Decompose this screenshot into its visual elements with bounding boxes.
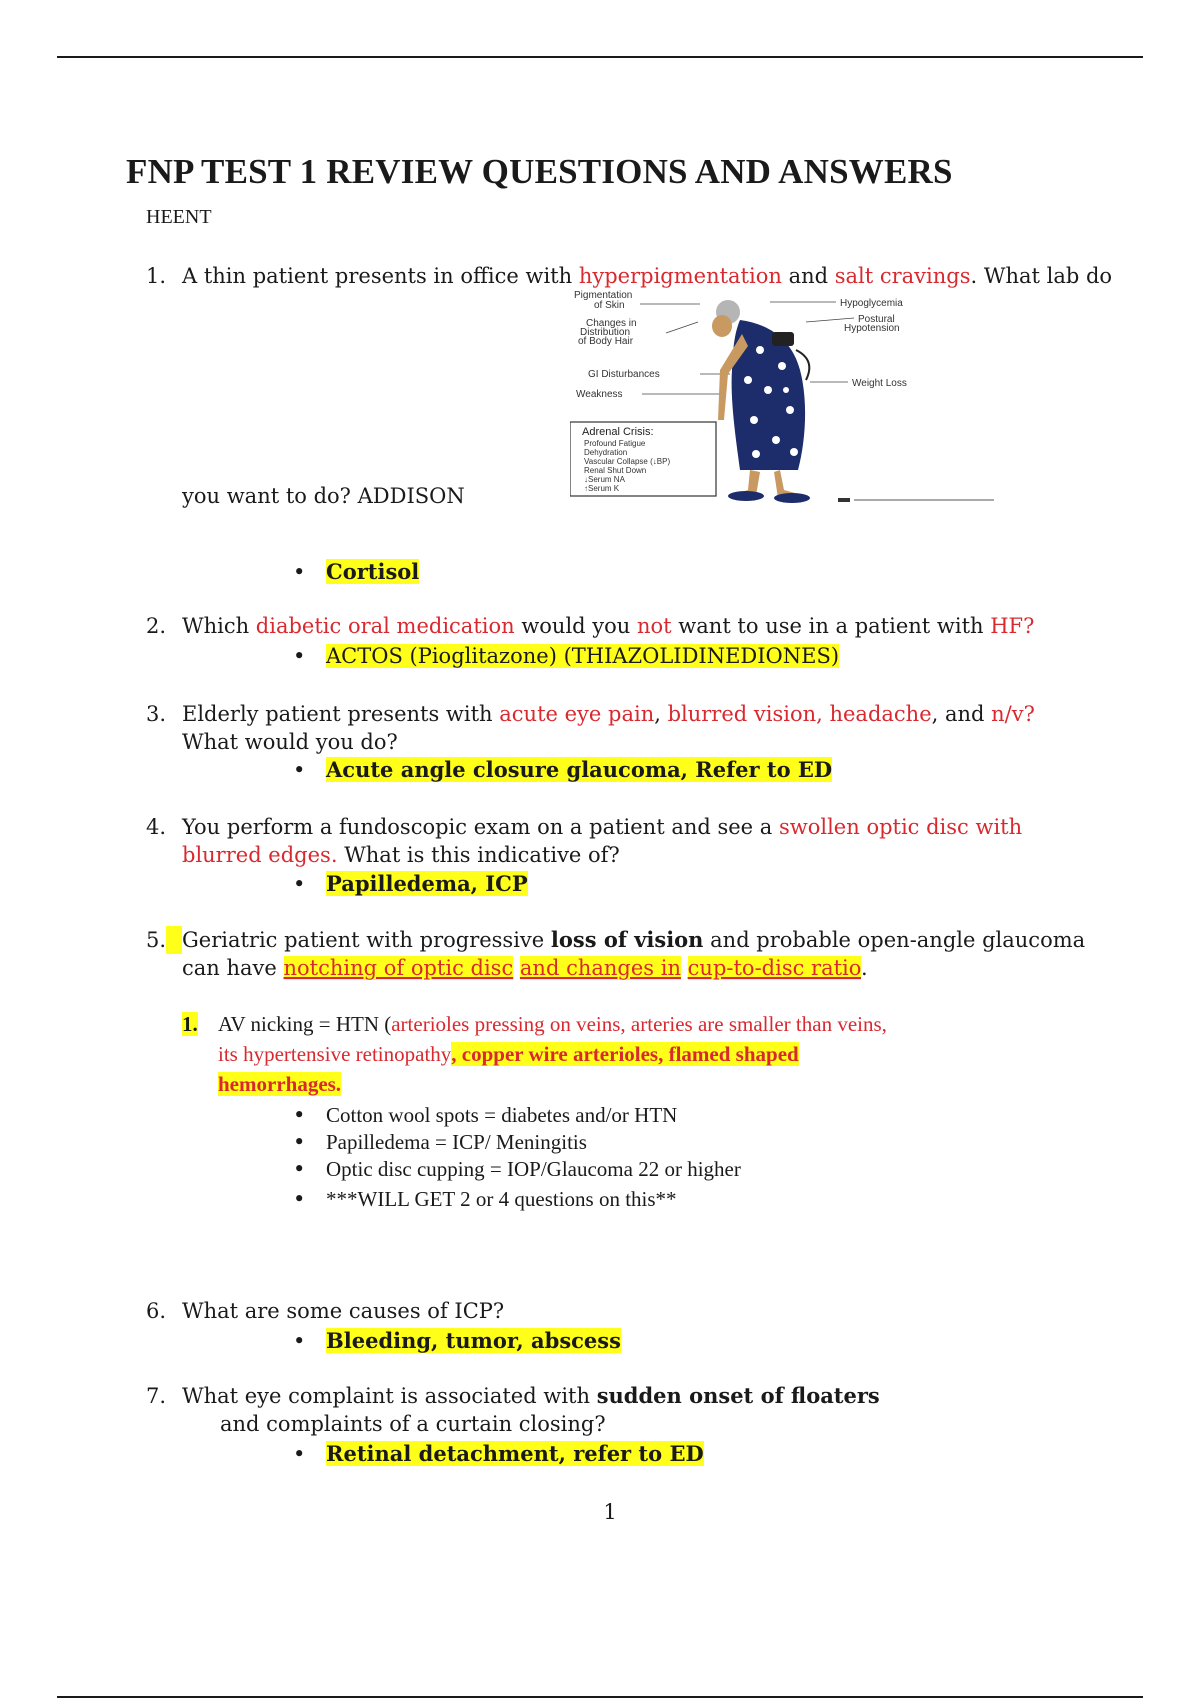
bullet-icon: • bbox=[293, 1442, 306, 1466]
elderly-woman-icon bbox=[712, 300, 810, 503]
q5-underlined-term: cup-to-disc ratio bbox=[687, 956, 862, 980]
sub-bold-red-text: hemorrhages. bbox=[218, 1072, 342, 1096]
answer-6 bbox=[326, 1327, 621, 1355]
fig-label: Hypoglycemia bbox=[840, 298, 903, 309]
question-1-line-1 bbox=[182, 262, 1112, 290]
question-3-line-1 bbox=[182, 700, 1035, 728]
fig-label: Changes in bbox=[586, 318, 637, 329]
sub-text: AV nicking = HTN ( bbox=[218, 1012, 392, 1036]
bullet-icon: • bbox=[293, 1329, 306, 1353]
question-number bbox=[146, 926, 182, 954]
question-number: 2. bbox=[146, 614, 167, 638]
q4-highlight-term: blurred edges. bbox=[182, 843, 338, 867]
bullet-icon: • bbox=[293, 1157, 306, 1181]
q2-text: Which bbox=[182, 614, 256, 638]
answer-3 bbox=[326, 756, 832, 784]
sub-item-number bbox=[182, 1010, 198, 1038]
q5-text: can have bbox=[182, 956, 284, 980]
q4-text: What is this indicative of? bbox=[337, 843, 620, 867]
sub-red-text: its hypertensive retinopathy bbox=[218, 1042, 452, 1066]
answer-4 bbox=[326, 870, 528, 898]
q5-bold-term: loss of vision bbox=[550, 927, 704, 952]
q1-highlight-term: hyperpigmentation bbox=[578, 264, 782, 288]
fig-box-item: Renal Shut Down bbox=[584, 466, 647, 475]
question-number: 7. bbox=[146, 1384, 167, 1408]
question-6: What are some causes of ICP? bbox=[182, 1299, 505, 1323]
document-title: FNP TEST 1 REVIEW QUESTIONS AND ANSWERS bbox=[126, 152, 953, 191]
fig-box-item: Profound Fatigue bbox=[584, 439, 646, 448]
q3-text: , and bbox=[931, 702, 992, 726]
av-nicking-line-1 bbox=[218, 1010, 887, 1038]
question-3-line-2: What would you do? bbox=[182, 730, 398, 754]
question-7-line-2: and complaints of a curtain closing? bbox=[220, 1412, 606, 1436]
q2-text: would you bbox=[514, 614, 638, 638]
q1-text: A thin patient presents in office with bbox=[182, 264, 579, 288]
fig-label: GI Disturbances bbox=[588, 369, 660, 380]
q5-underlined-term: and changes in bbox=[519, 956, 681, 980]
page-number: 1 bbox=[603, 1500, 617, 1524]
fig-label: Hypotension bbox=[844, 323, 900, 334]
answer-7 bbox=[326, 1440, 704, 1468]
answer-text: ACTOS (Pioglitazone) (THIAZOLIDINEDIONES) bbox=[326, 644, 840, 668]
q2-highlight-term: HF? bbox=[990, 614, 1035, 638]
question-7-line-1 bbox=[182, 1382, 880, 1410]
fig-label: Weight Loss bbox=[852, 378, 907, 389]
fig-box-item: Dehydration bbox=[584, 448, 628, 457]
bullet-icon: • bbox=[293, 1187, 306, 1211]
q2-text: want to use in a patient with bbox=[671, 614, 991, 638]
answer-2 bbox=[326, 642, 839, 670]
sub-number-text: 1. bbox=[182, 1012, 198, 1036]
fig-label: Postural bbox=[858, 314, 895, 325]
q5-number-text: 5. bbox=[146, 928, 167, 952]
q5-text: Geriatric patient with progressive bbox=[182, 928, 551, 952]
q7-text: What eye complaint is associated with bbox=[182, 1384, 597, 1408]
question-number: 6. bbox=[146, 1299, 167, 1323]
question-2 bbox=[182, 612, 1034, 640]
fundus-finding-item: Cotton wool spots = diabetes and/or HTN bbox=[326, 1103, 678, 1127]
q4-highlight-term: swollen optic disc with bbox=[778, 815, 1023, 839]
bottom-rule bbox=[57, 1696, 1143, 1698]
fig-label: Distribution bbox=[580, 327, 631, 338]
q5-text: . bbox=[861, 956, 868, 980]
answer-text: Cortisol bbox=[326, 559, 420, 584]
fig-box-item: Vascular Collapse (↓BP) bbox=[584, 457, 671, 466]
q1-highlight-term: salt cravings bbox=[834, 264, 971, 288]
fig-label: Weakness bbox=[576, 389, 623, 400]
top-rule bbox=[57, 56, 1143, 58]
q3-highlight-term: blurred vision, headache bbox=[667, 702, 932, 726]
question-5-line-1 bbox=[182, 926, 1085, 954]
q1-text: . What lab do bbox=[970, 264, 1113, 288]
answer-text: Papilledema, ICP bbox=[326, 871, 528, 896]
answer-1 bbox=[326, 558, 419, 586]
q2-highlight-term: not bbox=[637, 614, 672, 638]
fig-label: of Body Hair bbox=[578, 336, 634, 347]
q4-text: You perform a fundoscopic exam on a patient and see a bbox=[182, 815, 779, 839]
bullet-icon: • bbox=[293, 644, 306, 668]
answer-text: Bleeding, tumor, abscess bbox=[326, 1328, 621, 1353]
fundus-finding-item: Optic disc cupping = IOP/Glaucoma 22 or higher bbox=[326, 1157, 741, 1181]
q3-highlight-term: n/v? bbox=[991, 702, 1035, 726]
q3-text: , bbox=[654, 702, 668, 726]
bullet-icon: • bbox=[293, 1130, 306, 1154]
fig-box-item: ↓Serum NA bbox=[584, 475, 625, 484]
q7-bold-term: sudden onset of floaters bbox=[596, 1383, 880, 1408]
addison-disease-illustration bbox=[570, 290, 1020, 508]
bullet-icon: • bbox=[293, 560, 306, 584]
question-5-line-2 bbox=[182, 954, 868, 982]
question-1-line-2: you want to do? ADDISON bbox=[182, 484, 465, 508]
q3-highlight-term: acute eye pain bbox=[499, 702, 655, 726]
question-number: 3. bbox=[146, 702, 167, 726]
sub-bold-red-text: , copper wire arterioles, flamed shaped bbox=[451, 1042, 799, 1066]
bullet-icon: • bbox=[293, 1103, 306, 1127]
av-nicking-line-2 bbox=[218, 1040, 799, 1068]
answer-text: Retinal detachment, refer to ED bbox=[326, 1441, 704, 1466]
q3-text: Elderly patient presents with bbox=[182, 702, 500, 726]
q5-text: and probable open-angle glaucoma bbox=[703, 928, 1086, 952]
q5-underlined-term: notching of optic disc bbox=[283, 956, 514, 980]
question-4-line-2 bbox=[182, 841, 620, 869]
question-number: 4. bbox=[146, 815, 167, 839]
question-number: 1. bbox=[146, 264, 167, 288]
fig-label: of Skin bbox=[594, 300, 625, 311]
bullet-icon: • bbox=[293, 872, 306, 896]
fig-box-item: ↑Serum K bbox=[584, 484, 620, 493]
q2-highlight-term: diabetic oral medication bbox=[255, 614, 515, 638]
q1-text: and bbox=[781, 264, 835, 288]
fundus-finding-item: ***WILL GET 2 or 4 questions on this** bbox=[326, 1187, 677, 1211]
sub-red-text: arterioles pressing on veins, arteries are smaller than veins, bbox=[391, 1012, 887, 1036]
fundus-finding-item: Papilledema = ICP/ Meningitis bbox=[326, 1130, 587, 1154]
av-nicking-line-3 bbox=[218, 1070, 341, 1098]
fig-box-title: Adrenal Crisis: bbox=[582, 426, 654, 438]
question-4-line-1 bbox=[182, 813, 1022, 841]
answer-text: Acute angle closure glaucoma, Refer to ED bbox=[326, 757, 833, 782]
bullet-icon: • bbox=[293, 758, 306, 782]
fig-label: Pigmentation bbox=[574, 290, 633, 301]
section-heading: HEENT bbox=[146, 206, 212, 228]
